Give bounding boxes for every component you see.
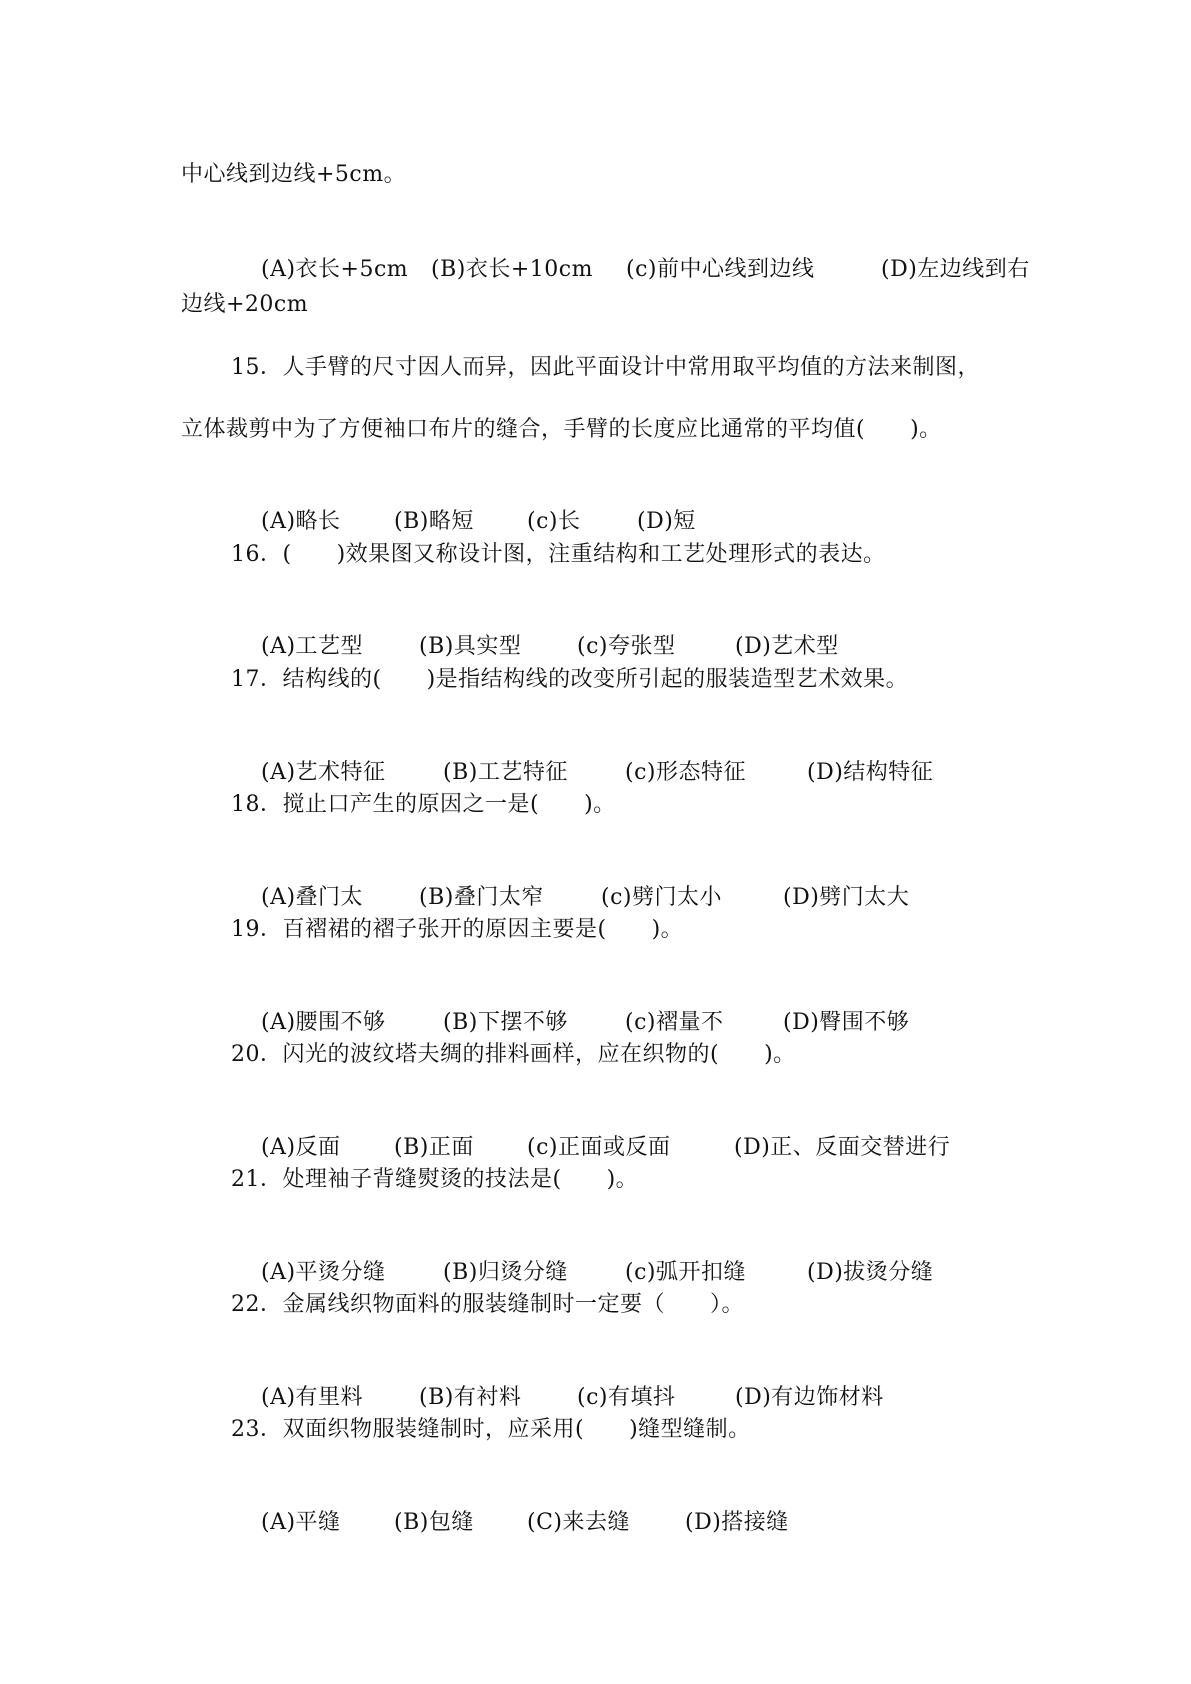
option-a: (A)平烫分缝 bbox=[260, 1260, 386, 1285]
question-15-line1: 15．人手臂的尺寸因人而异，因此平面设计中常用取平均值的方法来制图， bbox=[231, 355, 980, 380]
question-16-stem: 16．( )效果图又称设计图，注重结构和工艺处理形式的表达。 bbox=[231, 542, 886, 567]
option-c: (c)长 bbox=[526, 509, 581, 534]
question-20-stem: 20．闪光的波纹塔夫绸的排料画样，应在织物的( )。 bbox=[231, 1042, 796, 1067]
option-b: (B)有衬料 bbox=[418, 1385, 522, 1410]
option-a: (A)衣长+5cm bbox=[260, 257, 409, 282]
option-a: (A)叠门太 bbox=[260, 885, 364, 910]
option-d: (D)结构特征 bbox=[806, 760, 934, 785]
option-d: (D)搭接缝 bbox=[684, 1510, 789, 1535]
option-a: (A)艺术特征 bbox=[260, 760, 386, 785]
option-c: (c)有填抖 bbox=[576, 1385, 676, 1410]
option-c: (c)夸张型 bbox=[576, 634, 676, 659]
question-22-stem: 22．金属线织物面料的服装缝制时一定要（ ）。 bbox=[231, 1292, 744, 1317]
question-19-stem: 19．百褶裙的褶子张开的原因主要是( )。 bbox=[231, 917, 684, 942]
option-c: (c)前中心线到边线 bbox=[625, 257, 815, 282]
option-d: (D)臀围不够 bbox=[782, 1010, 910, 1035]
question-23-options bbox=[231, 1478, 789, 1568]
continuation-text: 中心线到边线+5cm。 bbox=[181, 162, 407, 187]
option-b: (B)归烫分缝 bbox=[442, 1260, 568, 1285]
option-d: (D)劈门太大 bbox=[782, 885, 910, 910]
option-a: (A)有里料 bbox=[260, 1385, 364, 1410]
option-a: (A)平缝 bbox=[260, 1510, 341, 1535]
option-c: (C)来去缝 bbox=[526, 1510, 630, 1535]
option-b: (B)包缝 bbox=[393, 1510, 474, 1535]
option-b: (B)略短 bbox=[393, 509, 474, 534]
option-c: (c)弧开扣缝 bbox=[624, 1260, 746, 1285]
continuation-options-wrap: 边线+20cm bbox=[181, 292, 309, 317]
option-c: (c)褶量不 bbox=[624, 1010, 724, 1035]
continuation-options bbox=[231, 225, 1030, 315]
option-c: (c)形态特征 bbox=[624, 760, 746, 785]
option-a: (A)腰围不够 bbox=[260, 1010, 386, 1035]
question-21-stem: 21．处理袖子背缝熨烫的技法是( )。 bbox=[231, 1167, 639, 1192]
option-b: (B)工艺特征 bbox=[442, 760, 568, 785]
option-d: (D)拔烫分缝 bbox=[806, 1260, 934, 1285]
option-b: (B)下摆不够 bbox=[442, 1010, 568, 1035]
option-d: (D)有边饰材料 bbox=[734, 1385, 884, 1410]
question-23-stem: 23．双面织物服装缝制时，应采用( )缝型缝制。 bbox=[231, 1417, 751, 1442]
option-d: (D)艺术型 bbox=[734, 634, 839, 659]
option-d: (D)左边线到右 bbox=[880, 257, 1030, 282]
option-a: (A)略长 bbox=[260, 509, 341, 534]
option-a: (A)反面 bbox=[260, 1135, 341, 1160]
option-d: (D)正、反面交替进行 bbox=[733, 1135, 951, 1160]
option-b: (B)正面 bbox=[393, 1135, 474, 1160]
question-15-line2: 立体裁剪中为了方便袖口布片的缝合，手臂的长度应比通常的平均值( )。 bbox=[181, 417, 942, 442]
option-b: (B)叠门太窄 bbox=[418, 885, 544, 910]
option-c: (c)正面或反面 bbox=[526, 1135, 671, 1160]
option-c: (c)劈门太小 bbox=[600, 885, 722, 910]
question-18-stem: 18．搅止口产生的原因之一是( )。 bbox=[231, 792, 616, 817]
option-a: (A)工艺型 bbox=[260, 634, 364, 659]
option-b: (B)具实型 bbox=[418, 634, 522, 659]
question-17-stem: 17．结构线的( )是指结构线的改变所引起的服装造型艺术效果。 bbox=[231, 667, 909, 692]
option-b: (B)衣长+10cm bbox=[430, 257, 593, 282]
option-d: (D)短 bbox=[636, 509, 696, 534]
